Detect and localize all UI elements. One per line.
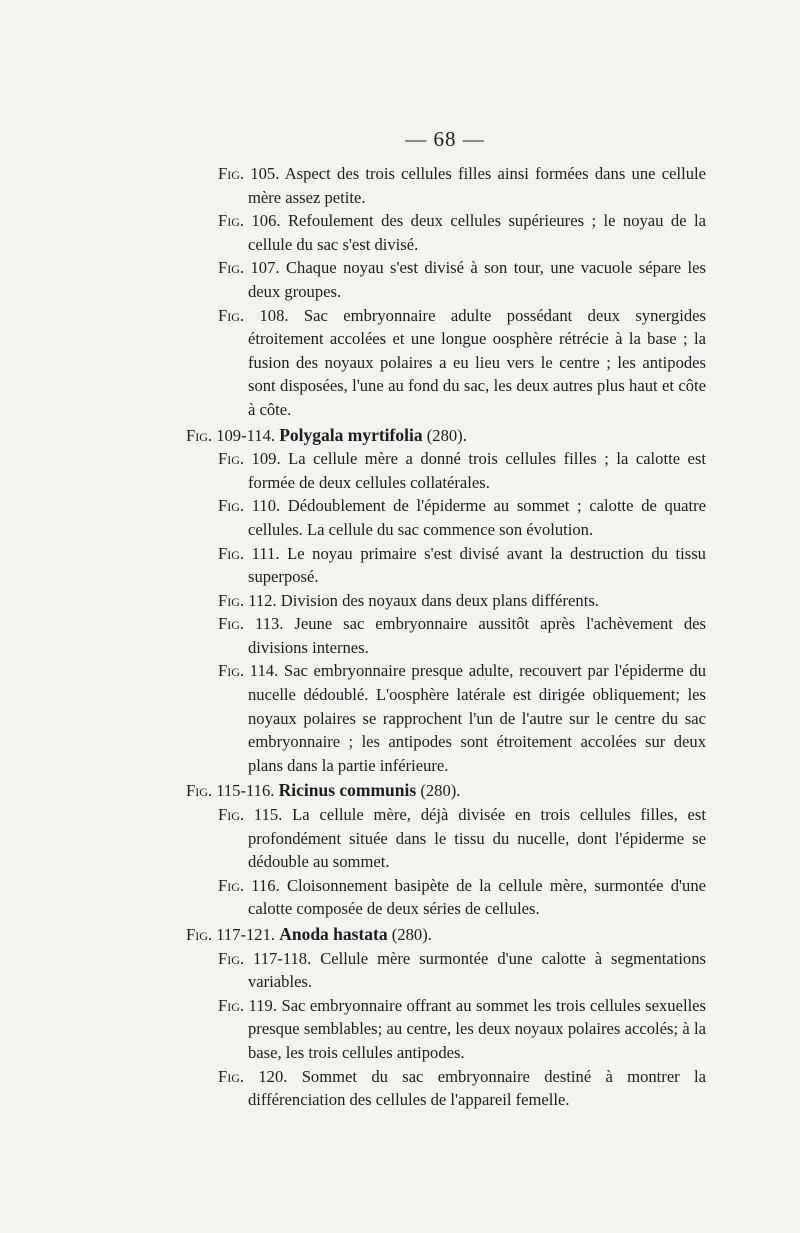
magnification-note: (280). xyxy=(426,425,467,445)
figure-group-heading xyxy=(186,923,706,947)
figure-abbrev: Fig. xyxy=(218,496,245,516)
figure-group-heading xyxy=(186,424,706,448)
figure-abbrev: Fig. xyxy=(218,543,245,563)
figure-range: 109-114. xyxy=(216,425,276,445)
figure-range: 117-121. xyxy=(216,925,276,944)
caption-text: 108. Sac embryonnaire adulte possédant deux synergides étroitement accolées et une longue oosphère rétrécie à la base ; la fusion des noyaux polaires a eu lieu vers le centre ; les antipodes sont disposées, l'une au fond du sac, les deux autres plus haut et côte à côte. xyxy=(248,305,706,419)
caption-text: 111. Le noyau primaire s'est divisé avant la destruction du tissu superposé. xyxy=(248,543,706,587)
figure-caption xyxy=(186,612,706,659)
figure-caption xyxy=(186,209,706,256)
caption-text: 110. Dédoublement de l'épiderme au sommet ; calotte de quatre cellules. La cellule du sac commence son évolution. xyxy=(248,496,706,539)
figure-abbrev: Fig. xyxy=(186,781,213,801)
caption-text: 120. Sommet du sac embryonnaire destiné à montrer la différenciation des cellules de l'appareil femelle. xyxy=(248,1066,706,1110)
figure-abbrev: Fig. xyxy=(218,449,245,469)
caption-text: 112. Division des noyaux dans deux plans différents. xyxy=(248,590,599,610)
figure-abbrev: Fig. xyxy=(186,925,213,944)
caption-text: 109. La cellule mère a donné trois cellules filles ; la calotte est formée de deux cellules collatérales. xyxy=(248,449,706,492)
caption-text: 107. Chaque noyau s'est divisé à son tour, une vacuole sépare les deux groupes. xyxy=(248,258,706,301)
figure-caption xyxy=(186,1065,706,1112)
figure-abbrev: Fig. xyxy=(218,805,245,825)
figure-caption xyxy=(186,659,706,777)
caption-text: 113. Jeune sac embryonnaire aussitôt après l'achèvement des divisions internes. xyxy=(248,614,706,657)
figure-abbrev: Fig. xyxy=(218,211,245,231)
figure-caption xyxy=(186,162,706,209)
figure-abbrev: Fig. xyxy=(186,425,213,445)
species-name: Anoda hastata xyxy=(279,924,388,944)
figure-abbrev: Fig. xyxy=(218,590,245,610)
figure-caption xyxy=(186,256,706,303)
figure-range: 115-116. xyxy=(216,781,275,801)
figure-abbrev: Fig. xyxy=(218,164,245,183)
species-name: Polygala myrtifolia xyxy=(279,424,423,445)
figure-caption xyxy=(186,589,706,613)
figure-abbrev: Fig. xyxy=(218,948,245,968)
figure-caption xyxy=(186,803,706,874)
species-name: Ricinus communis xyxy=(278,780,417,801)
magnification-note: (280). xyxy=(420,781,461,801)
caption-text: 116. Cloisonnement basipète de la cellule mère, surmontée d'une calotte composée de deux séries de cellules. xyxy=(248,875,707,919)
figure-caption xyxy=(186,542,706,589)
figure-abbrev: Fig. xyxy=(218,995,245,1015)
figure-abbrev: Fig. xyxy=(218,875,245,895)
caption-text: 117-118. Cellule mère surmontée d'une calotte à segmentations variables. xyxy=(248,948,706,992)
figure-caption xyxy=(186,304,706,422)
caption-text: 115. La cellule mère, déjà divisée en trois cellules filles, est profondément située dans le tissu du nucelle, dont l'épiderme se dédouble au sommet. xyxy=(248,805,706,872)
figure-legend-list xyxy=(186,162,706,1112)
caption-text: 106. Refoulement des deux cellules supérieures ; le noyau de la cellule du sac s'est divisé. xyxy=(248,211,706,254)
caption-text: 114. Sac embryonnaire presque adulte, recouvert par l'épiderme du nucelle dédoublé. L'oosphère latérale est dirigée obliquement; les noyaux polaires se rapprochent l'un de l'autre sur le centre du sac embryonnaire ; les antipodes sont étroitement accolées sur deux plans dans la partie inférieure. xyxy=(248,661,707,775)
figure-caption xyxy=(186,874,706,921)
figure-abbrev: Fig. xyxy=(218,305,245,325)
figure-caption xyxy=(186,494,706,541)
page-number: — 68 — xyxy=(405,127,485,151)
figure-abbrev: Fig. xyxy=(218,1066,245,1086)
magnification-note: (280). xyxy=(391,925,432,944)
figure-caption xyxy=(186,447,706,494)
figure-caption xyxy=(186,994,706,1065)
caption-text: 119. Sac embryonnaire offrant au sommet les trois cellules sexuelles presque semblables; au centre, les deux noyaux polaires accolés; à la base, les trois cellules antipodes. xyxy=(248,995,706,1062)
figure-abbrev: Fig. xyxy=(218,258,245,278)
figure-caption xyxy=(186,947,706,994)
figure-group-heading xyxy=(186,779,706,803)
caption-text: 105. Aspect des trois cellules filles ainsi formées dans une cellule mère assez petite. xyxy=(248,164,706,207)
figure-abbrev: Fig. xyxy=(218,614,245,634)
figure-abbrev: Fig. xyxy=(218,661,245,681)
